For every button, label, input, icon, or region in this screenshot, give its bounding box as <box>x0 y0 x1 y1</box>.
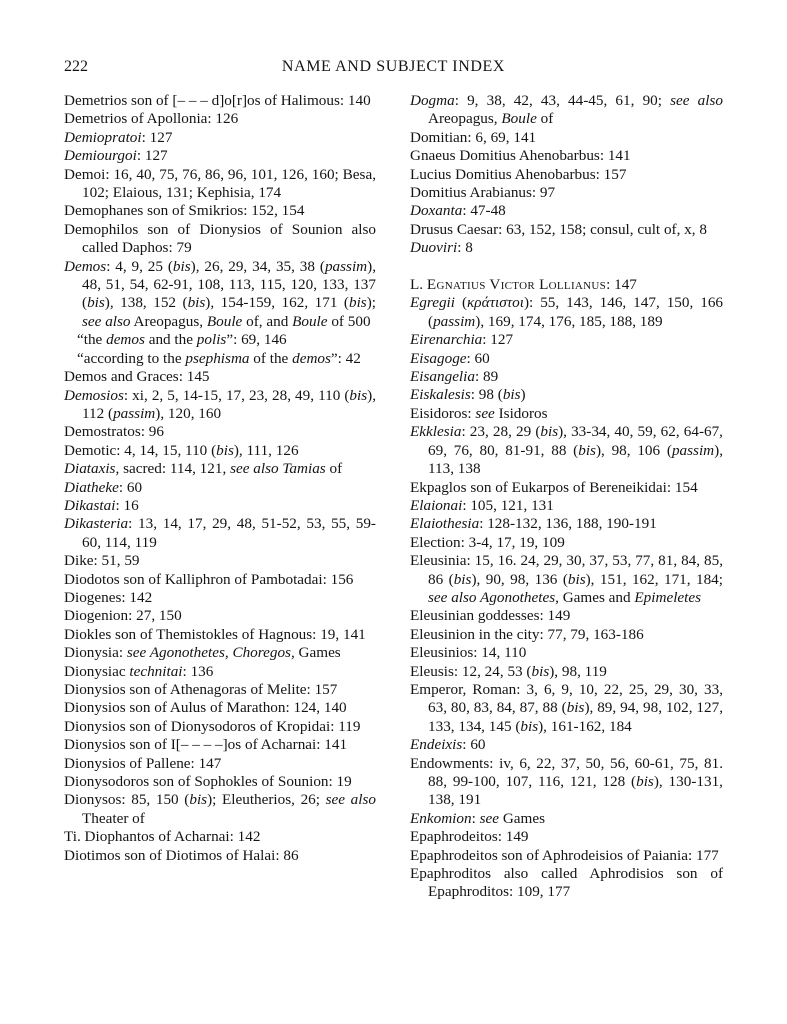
index-entry: Dionysios son of Aulus of Marathon: 124, 140 <box>64 699 347 717</box>
index-entry: Dike: 51, 59 <box>64 552 140 570</box>
index-entry: Demostratos: 96 <box>64 423 164 441</box>
index-entry: “the demos and the polis”: 69, 146 <box>77 331 287 349</box>
index-entry: Demiopratoi: 127 <box>64 128 173 146</box>
index-entry: Egregii (κράτιστοι): 55, 143, 146, 147, 150, 166 (passim), 169, 174, 176, 185, 188, 189 <box>410 294 724 330</box>
index-entry: Epaphroditos also called Aphrodisios son of Epaphroditos: 109, 177 <box>410 865 723 901</box>
index-entry: Drusus Caesar: 63, 152, 158; consul, cult of, x, 8 <box>410 220 707 238</box>
page-title: NAME AND SUBJECT INDEX <box>281 58 506 75</box>
index-entry: L. Egnatius Victor Lollianus: 147 <box>410 276 637 294</box>
index-entry: Eleusinios: 14, 110 <box>410 644 527 662</box>
index-entry: Eirenarchia: 127 <box>410 331 514 349</box>
index-entry: Ekklesia: 23, 28, 29 (bis), 33-34, 40, 59, 62, 64-67, 69, 76, 80, 81-91, 88 (bis), 98, 106 (passim), 113, 138 <box>410 423 723 478</box>
index-entry: Diogenes: 142 <box>64 588 153 606</box>
index-entry: Eleusinian goddesses: 149 <box>410 607 571 625</box>
index-entry: Eleusinion in the city: 77, 79, 163-186 <box>410 625 644 643</box>
index-entry: Dionysiac technitai: 136 <box>64 662 214 680</box>
index-entry: Demoi: 16, 40, 75, 76, 86, 96, 101, 126, 160; Besa, 102; Elaious, 131; Kephisia, 174 <box>64 165 376 202</box>
index-entry: Dionysios of Pallene: 147 <box>64 754 222 772</box>
index-entry: Dikasteria: 13, 14, 17, 29, 48, 51-52, 53, 55, 59-60, 114, 119 <box>64 515 376 551</box>
index-entry: Eleusinia: 15, 16. 24, 29, 30, 37, 53, 77, 81, 84, 85, 86 (bis), 90, 98, 136 (bis), 151, 162, 171, 184; see also Agonothetes, Games and Epimeletes <box>410 552 723 606</box>
index-entry: Demetrios son of [– – – d]o[r]os of Halimous: 140 <box>64 92 371 109</box>
index-entry: Dionysodoros son of Sophokles of Sounion: 19 <box>64 773 352 791</box>
index-entry: Elaionai: 105, 121, 131 <box>410 496 554 514</box>
index-entry: Diokles son of Themistokles of Hagnous: 19, 141 <box>64 625 366 643</box>
index-entry: Demosios: xi, 2, 5, 14-15, 17, 23, 28, 49, 110 (bis), 112 (passim), 120, 160 <box>64 386 376 422</box>
index-entry: Lucius Domitius Ahenobarbus: 157 <box>410 165 627 183</box>
index-entry: Epaphrodeitos: 149 <box>410 828 529 846</box>
index-entry: Dionysia: see Agonothetes, Choregos, Games <box>64 644 341 662</box>
index-entry: Epaphrodeitos son of Aphrodeisios of Paiania: 177 <box>410 846 719 864</box>
index-entry: Domitius Arabianus: 97 <box>410 184 556 202</box>
index-entry: Demiourgoi: 127 <box>64 147 168 165</box>
index-entry: Endeixis: 60 <box>410 736 486 754</box>
index-entry: Endowments: iv, 6, 22, 37, 50, 56, 60-61, 75, 81. 88, 99-100, 107, 116, 121, 128 (bis), 130-131, 138, 191 <box>410 754 723 809</box>
index-entry: Domitian: 6, 69, 141 <box>410 128 537 146</box>
index-entry: Election: 3-4, 17, 19, 109 <box>410 533 565 551</box>
index-entry: Eisidoros: see Isidoros <box>410 404 548 422</box>
index-entry: Enkomion: see Games <box>410 809 546 827</box>
index-entry: Ekpaglos son of Eukarpos of Bereneikidai: 154 <box>410 478 698 496</box>
index-entry: Dionysios son of Athenagoras of Melite: 157 <box>64 681 338 698</box>
index-column-left <box>64 92 376 865</box>
index-entry: Duoviri: 8 <box>410 239 473 257</box>
index-entry: Eleusis: 12, 24, 53 (bis), 98, 119 <box>410 662 607 680</box>
index-entry: Demos and Graces: 145 <box>64 368 210 386</box>
index-entry: Demophanes son of Smikrios: 152, 154 <box>64 202 305 220</box>
index-entry: Elaiothesia: 128-132, 136, 188, 190-191 <box>410 515 657 533</box>
section-gap <box>410 258 723 276</box>
index-entry: “according to the psephisma of the demos”: 42 <box>77 349 361 367</box>
index-entry: Dionysios son of Dionysodoros of Kropidai: 119 <box>64 717 361 735</box>
index-entry: Eisagoge: 60 <box>410 349 490 367</box>
index-entry: Eiskalesis: 98 (bis) <box>410 386 526 404</box>
index-entry: Demetrios of Apollonia: 126 <box>64 110 239 128</box>
index-entry: Dogma: 9, 38, 42, 43, 44-45, 61, 90; see also Areopagus, Boule of <box>410 92 724 128</box>
index-entry: Doxanta: 47-48 <box>410 202 506 220</box>
index-entry: Demos: 4, 9, 25 (bis), 26, 29, 34, 35, 38 (passim), 48, 51, 54, 62-91, 108, 113, 115, 120, 133, 137 (bis), 138, 152 (bis), 154-159, 162, 171 (bis); see also Areopagus, Boule of, and Boule of 500 <box>64 257 376 330</box>
index-entry: Dionysios son of I[– – – –]os of Acharnai: 141 <box>64 736 348 754</box>
index-entry: Gnaeus Domitius Ahenobarbus: 141 <box>410 147 631 165</box>
index-entry: Demotic: 4, 14, 15, 110 (bis), 111, 126 <box>64 441 299 459</box>
index-entry: Diatheke: 60 <box>64 478 143 496</box>
index-entry: Diogenion: 27, 150 <box>64 607 182 625</box>
index-entry: Demophilos son of Dionysios of Sounion also called Daphos: 79 <box>64 220 376 257</box>
index-entry: Emperor, Roman: 3, 6, 9, 10, 22, 25, 29, 30, 33, 63, 80, 83, 84, 87, 88 (bis), 89, 94, 98, 102, 127, 133, 134, 145 (bis), 161-162, 184 <box>410 680 724 735</box>
index-entry: Diataxis, sacred: 114, 121, see also Tamias of <box>64 460 343 478</box>
index-column-right <box>410 92 723 902</box>
page-number: 222 <box>64 58 88 75</box>
index-entry: Diotimos son of Diotimos of Halai: 86 <box>64 846 299 864</box>
index-entry: Diodotos son of Kalliphron of Pambotadai: 156 <box>64 570 354 588</box>
index-entry: Eisangelia: 89 <box>410 368 499 386</box>
index-entry: Ti. Diophantos of Acharnai: 142 <box>64 828 261 846</box>
index-entry: Dionysos: 85, 150 (bis); Eleutherios, 26; see also Theater of <box>64 791 376 827</box>
index-entry: Dikastai: 16 <box>64 496 139 514</box>
